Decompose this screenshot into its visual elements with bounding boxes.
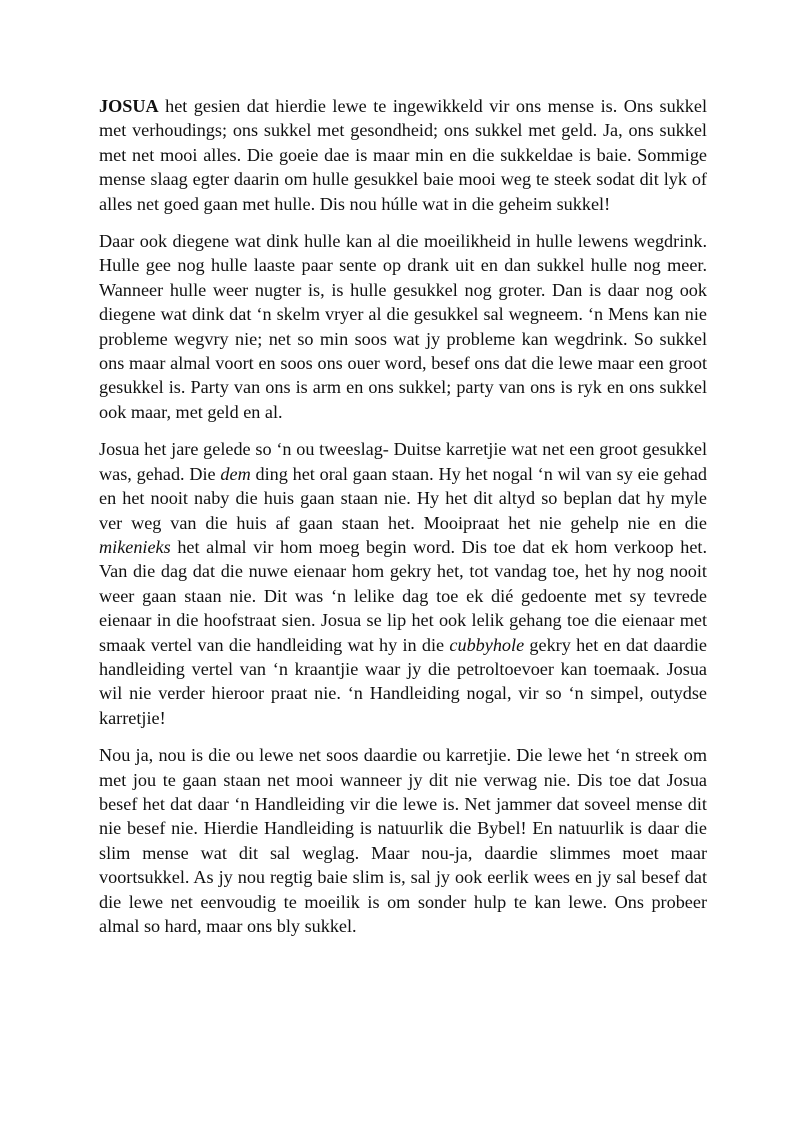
paragraph-2 bbox=[99, 229, 707, 424]
paragraph-1-text: het gesien dat hierdie lewe te ingewikkeld vir ons mense is. Ons sukkel met verhoudings; ons sukkel met gesondheid; ons sukkel met geld. Ja, ons sukkel met net mooi alles. Die goeie dae is maar min en die sukkeldae is baie. Sommige mense slaag egter daarin om hulle gesukkel baie mooi weg te steek sodat dit lyk of alles net goed gaan met hulle. Dis nou húlle wat in die geheim sukkel! bbox=[99, 96, 707, 214]
paragraph-4 bbox=[99, 743, 707, 938]
paragraph-3-text-a: Josua het jare gelede so ‘n ou tweeslag- Duitse karretjie wat net een groot gesukkel was, gehad. Die bbox=[99, 439, 707, 484]
italic-word-dem: dem bbox=[220, 463, 251, 484]
paragraph-3-text-b: ding het oral gaan staan. Hy het nogal ‘n wil van sy eie gehad en het nooit naby die huis gaan staan nie. Hy het dit altyd so beplan dat hy myle ver weg van die huis af gaan staan het. Mooipraat het nie gehelp nie en die bbox=[99, 463, 707, 533]
paragraph-3-text-c: het almal vir hom moeg begin word. Dis toe dat ek hom verkoop het. Van die dag dat die nuwe eienaar hom gekry het, tot vandag toe, het hy nog nooit weer gaan staan nie. Dit was ‘n lelike dag toe ek dié gedoente met sy tevrede eienaar in die hoofstraat sien. Josua se lip het ook lelik gehang toe die eienaar met smaak vertel van die handleiding wat hy in die bbox=[99, 536, 707, 655]
paragraph-2-text: Daar ook diegene wat dink hulle kan al die moeilikheid in hulle lewens wegdrink. Hulle gee nog hulle laaste paar sente op drank uit en dan sukkel hulle nog meer. Wanneer hulle weer nugter is, is hulle gesukkel nog groter. Dan is daar nog ook diegene wat dink dat ‘n skelm vryer al die gesukkel sal wegneem. ‘n Mens kan nie probleme wegvry nie; net so min soos wat jy probleme kan wegdrink. So sukkel ons maar almal voort en soos ons ouer word, besef ons dat die lewe maar een groot gesukkel is. Party van ons is arm en ons sukkel; party van ons is ryk en ons sukkel ook maar, met geld en al. bbox=[99, 231, 707, 422]
paragraph-3-text-d: gekry het en dat daardie handleiding vertel van ‘n kraantjie waar jy die petroltoevoer kan toemaak. Josua wil nie verder hieroor praat nie. ‘n Handleiding nogal, vir so ‘n simpel, outydse karretjie! bbox=[99, 634, 708, 728]
italic-word-mikenieks: mikenieks bbox=[99, 536, 171, 557]
paragraph-3 bbox=[99, 437, 707, 730]
paragraph-1 bbox=[99, 94, 707, 216]
paragraph-4-text: Nou ja, nou is die ou lewe net soos daardie ou karretjie. Die lewe het ‘n streek om met jou te gaan staan net mooi wanneer jy dit nie verwag nie. Dis toe dat Josua besef het dat daar ‘n Handleiding vir die lewe is. Net jammer dat soveel mense dit nie besef nie. Hierdie Handleiding is natuurlik die Bybel! En natuurlik is daar die slim mense wat dit sal weglag. Maar nou-ja, daardie slimmes moet maar voortsukkel. As jy nou regtig baie slim is, sal jy ook eerlik wees en jy sal besef dat die lewe net eenvoudig te moeilik is om sonder hulp te kan lewe. Ons probeer almal so hard, maar ons bly sukkel. bbox=[99, 745, 707, 936]
document-page bbox=[99, 94, 707, 951]
italic-word-cubbyhole: cubbyhole bbox=[449, 634, 525, 655]
name-heading-josua: JOSUA bbox=[99, 96, 159, 116]
